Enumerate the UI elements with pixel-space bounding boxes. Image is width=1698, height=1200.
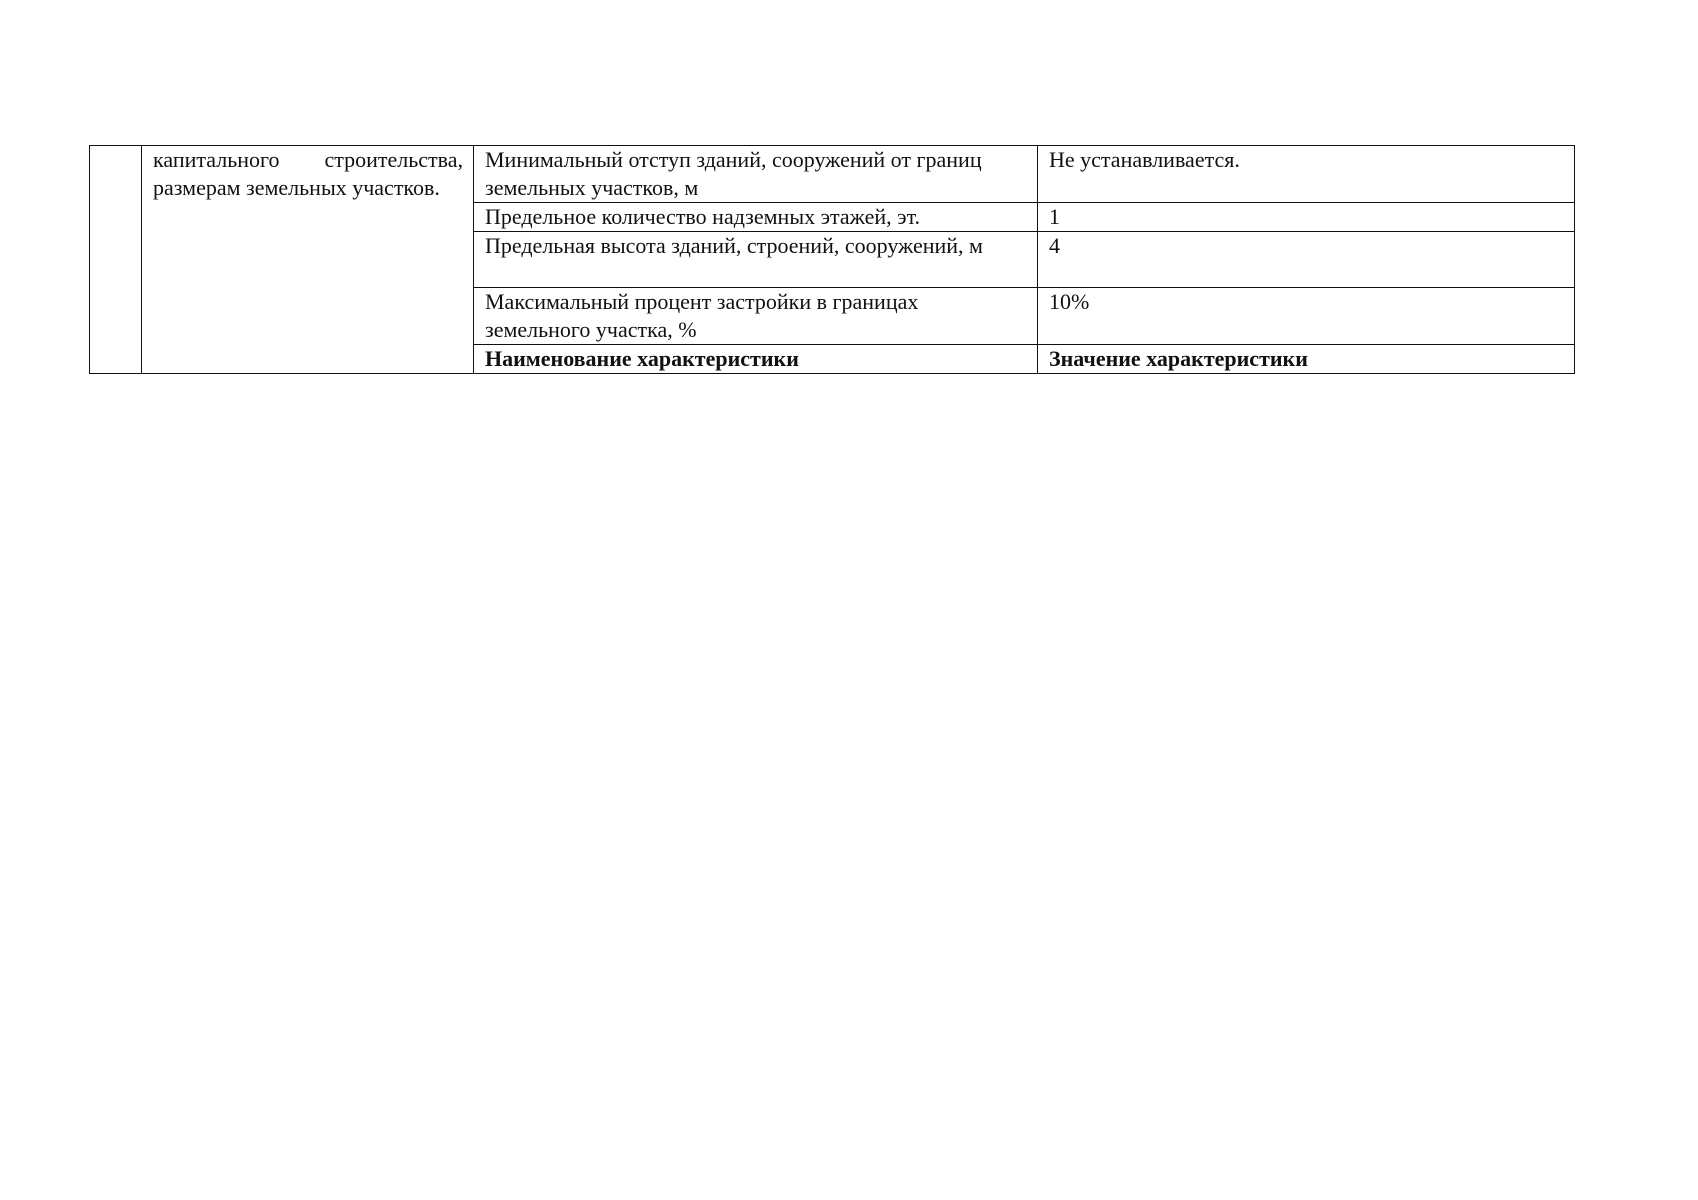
characteristic-name-cell: Минимальный отступ зданий, сооружений от границ земельных участков, м: [474, 146, 1038, 203]
characteristic-value-cell: 1: [1038, 203, 1575, 232]
column-header-value: Значение характеристики: [1038, 345, 1575, 374]
number-cell: [90, 146, 142, 374]
characteristic-value-cell: 10%: [1038, 288, 1575, 345]
description-cell: капитального строительства, размерам земельных участков.: [142, 146, 474, 374]
characteristic-name-cell: Максимальный процент застройки в границах земельного участка, %: [474, 288, 1038, 345]
characteristic-value-cell: Не устанавливается.: [1038, 146, 1575, 203]
regulations-table: [89, 145, 1575, 374]
characteristic-value-cell: 4: [1038, 232, 1575, 288]
table-row: [90, 146, 1575, 203]
characteristic-name-cell: Предельная высота зданий, строений, сооружений, м: [474, 232, 1038, 288]
characteristic-name-cell: Предельное количество надземных этажей, эт.: [474, 203, 1038, 232]
column-header-name: Наименование характеристики: [474, 345, 1038, 374]
